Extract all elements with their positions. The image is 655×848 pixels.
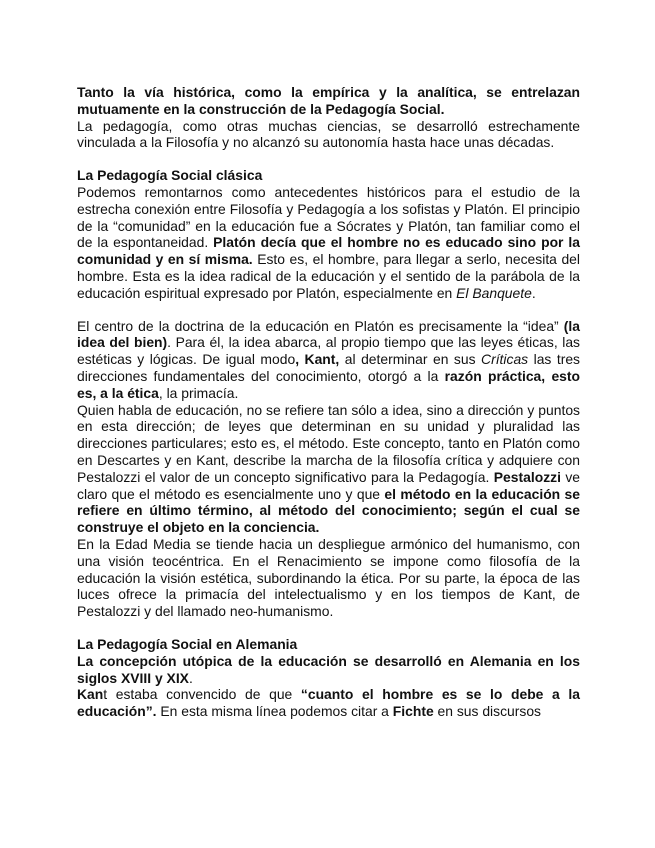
paragraph-gap — [77, 151, 580, 167]
classic-paragraph-2: El centro de la doctrina de la educación en Platón es precisamente la “idea” (la idea del bien). Para él, la idea abarca, al propio tiempo que las leyes éticas, las estéticas y lógicas. De igual modo, Kant, al determinar en sus Críticas las tres direcciones fundamentales del conocimiento, otorgó a la razón práctica, esto es, a la ética, la primacía. — [77, 317, 581, 401]
intro-paragraph: La pedagogía, como otras muchas ciencias, se desarrolló estrechamente vinculada a la Filosofía y no alcanzó su autonomía hasta hace unas décadas. — [77, 117, 580, 151]
classic-paragraph-1: Podemos remontarnos como antecedentes históricos para el estudio de la estrecha conexión entre Filosofía y Pedagogía a los sofistas y Platón. El principio de la “comunidad” en la educación fue a Sócrates y Platón, tan familiar como el de la espontaneidad. Platón decía que el hombre no es educado sino por la comunidad y en sí misma. Esto es, el hombre, para llegar a serlo, necesita del hombre. Esta es la idea radical de la educación y el sentido de la parábola de la educación espiritual expresado por Platón, especialmente en El Banquete. — [77, 183, 581, 301]
germany-paragraph-2: Kant estaba convencido de que “cuanto el hombre es se lo debe a la educación”. En esta misma línea podemos citar a Fichte en sus discursos — [77, 686, 580, 720]
germany-paragraph-1: La concepción utópica de la educación se desarrolló en Alemania en los siglos XVIII y XIX. — [77, 652, 580, 686]
paragraph-gap — [77, 302, 580, 318]
paragraph-gap — [77, 620, 580, 636]
classic-paragraph-4: En la Edad Media se tiende hacia un despliegue armónico del humanismo, con una visión teocéntrica. En el Renacimiento se impone como filosofía de la educación la visión estética, subordinando la ética. Por su parte, la época de las luces ofrece la primacía del intelectualismo y en los tiempos de Kant, de Pestalozzi y del llamado neo-humanismo. — [77, 535, 580, 620]
document-page — [77, 84, 580, 720]
section-heading-germany: La Pedagogía Social en Alemania — [77, 635, 298, 652]
section-heading-classic: La Pedagogía Social clásica — [77, 167, 263, 184]
intro-bold-lead: Tanto la vía histórica, como la empírica y la analítica, se entrelazan mutuamente en la construcción de la Pedagogía Social. — [77, 84, 580, 117]
classic-paragraph-3: Quien habla de educación, no se refiere tan sólo a idea, sino a dirección y puntos en esta dirección; de leyes que determinan en su unidad y pluralidad las direcciones particulares; esto es, el método. Este concepto, tanto en Platón como en Descartes y en Kant, describe la marcha de la filosofía crítica y adquiere con Pestalozzi el valor de un concepto significativo para la Pedagogía. Pestalozzi ve claro que el método es esencialmente uno y que el método en la educación se refiere en último término, al método del conocimiento; según el cual se construye el objeto en la conciencia. — [77, 401, 581, 536]
